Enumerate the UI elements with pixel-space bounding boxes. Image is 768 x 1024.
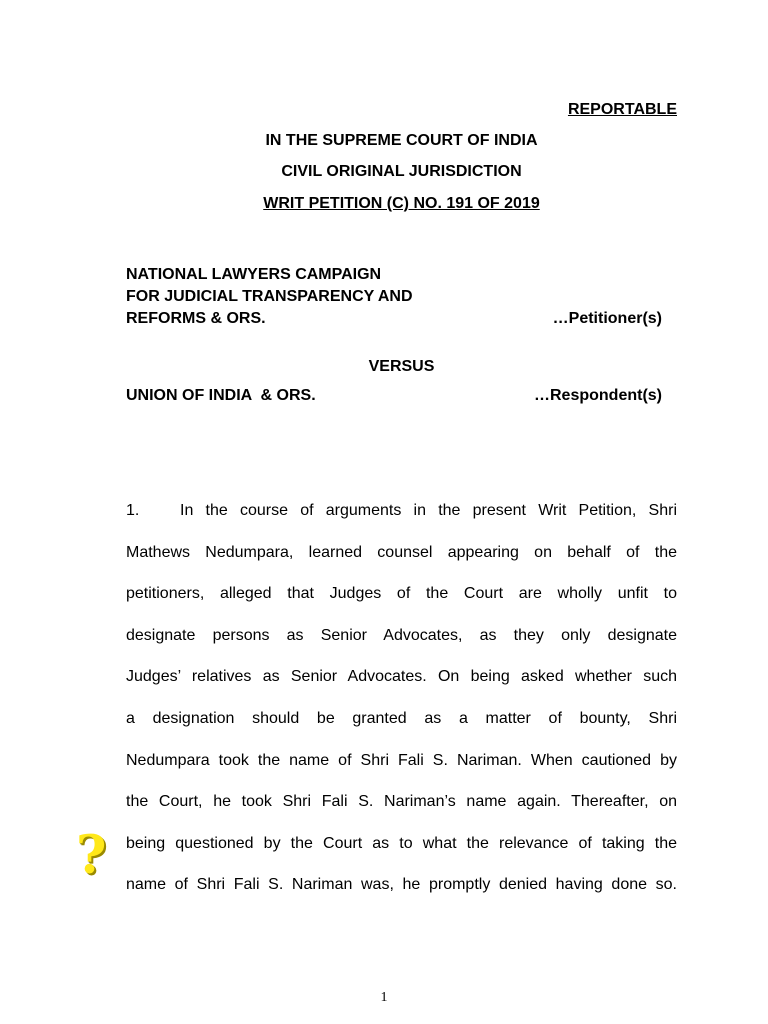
paragraph-line: Nedumpara took the name of Shri Fali S. Nariman. When cautioned by (126, 751, 677, 769)
court-title: IN THE SUPREME COURT OF INDIA (265, 132, 538, 149)
paragraph-line: being questioned by the Court as to what the relevance of taking the (126, 834, 677, 852)
paragraph-line: Judges’ relatives as Senior Advocates. On being asked whether such (126, 668, 677, 686)
petitioner-name-line-3: REFORMS & ORS. (126, 310, 266, 327)
paragraph-1 (126, 490, 677, 906)
paragraph-line: a designation should be granted as a matter of bounty, Shri (126, 709, 677, 727)
writ-petition-number: WRIT PETITION (C) NO. 191 OF 2019 (263, 195, 540, 212)
reportable-label: REPORTABLE (567, 101, 677, 118)
paragraph-line: Mathews Nedumpara, learned counsel appearing on behalf of the (126, 543, 677, 561)
paragraph-line: designate persons as Senior Advocates, as they only designate (126, 626, 677, 644)
versus-label: VERSUS (368, 358, 435, 375)
paragraph-line: name of Shri Fali S. Nariman was, he promptly denied having done so. (126, 876, 677, 894)
petitioner-role: …Petitioner(s) (552, 310, 662, 327)
petitioner-name-line-2: FOR JUDICIAL TRANSPARENCY AND (126, 288, 413, 305)
petitioner-block (126, 265, 662, 331)
paragraph-line: petitioners, alleged that Judges of the Court are wholly unfit to (126, 585, 677, 603)
paragraph-line: the Court, he took Shri Fali S. Nariman’s name again. Thereafter, on (126, 793, 677, 811)
paragraph-line-text: In the course of arguments in the present Writ Petition, Shri (180, 502, 677, 519)
page-number: 1 (380, 990, 388, 1005)
jurisdiction-title: CIVIL ORIGINAL JURISDICTION (281, 163, 522, 180)
paragraph-number: 1. (126, 502, 140, 519)
paragraph-line (126, 490, 677, 532)
respondent-name: UNION OF INDIA & ORS. (126, 387, 316, 404)
petitioner-name-row (126, 309, 662, 331)
respondent-role: …Respondent(s) (534, 387, 662, 404)
petitioner-name-line-1: NATIONAL LAWYERS CAMPAIGN (126, 266, 382, 283)
respondent-block (126, 386, 662, 406)
question-mark-icon: ? (76, 825, 107, 886)
